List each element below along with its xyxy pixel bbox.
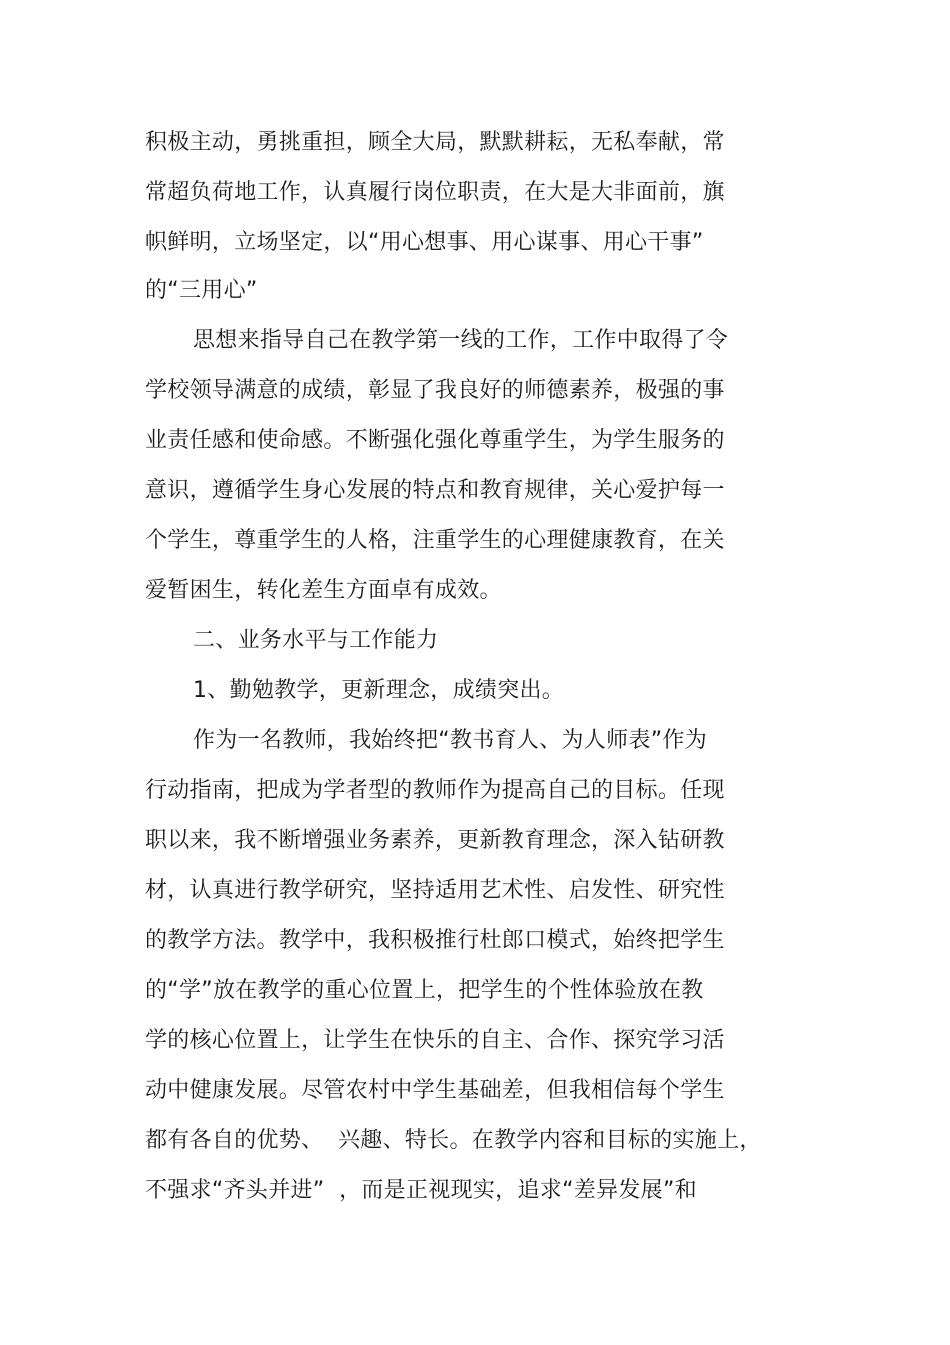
paragraph-line: 学的核心位置上，让学生在快乐的自主、合作、探究学习活: [145, 1028, 725, 1053]
paragraph-line: 作为一名教师，我始终把“教书育人、为人师表”作为: [193, 728, 707, 753]
paragraph-line: 个学生，尊重学生的人格，注重学生的心理健康教育，在关: [145, 528, 725, 553]
paragraph-line: 的“学”放在教学的重心位置上，把学生的个性体验放在教: [145, 978, 704, 1003]
paragraph-line: 动中健康发展。尽管农村中学生基础差，但我相信每个学生: [145, 1078, 725, 1103]
section-heading: 二、业务水平与工作能力: [193, 628, 439, 653]
paragraph-line: 职以来，我不断增强业务素养，更新教育理念，深入钻研教: [145, 828, 725, 853]
paragraph-line: 材，认真进行教学研究，坚持适用艺术性、启发性、研究性: [145, 878, 725, 903]
paragraph-line: 爱暂困生，转化差生方面卓有成效。: [145, 578, 502, 603]
paragraph-line: 业责任感和使命感。不断强化强化尊重学生，为学生服务的: [145, 428, 725, 453]
paragraph-line: 的教学方法。教学中，我积极推行杜郎口模式，始终把学生: [145, 928, 725, 953]
paragraph-line: 帜鲜明，立场坚定，以“用心想事、用心谋事、用心干事”: [145, 230, 704, 255]
paragraph-line: 的“三用心”: [145, 278, 258, 303]
paragraph-line: 常超负荷地工作，认真履行岗位职责，在大是大非面前，旗: [145, 180, 725, 205]
paragraph-line: 不强求“齐头并进” ，而是正视现实，追求“差异发展”和: [145, 1178, 697, 1203]
paragraph-line: 学校领导满意的成绩，彰显了我良好的师德素养，极强的事: [145, 378, 725, 403]
paragraph-line: 思想来指导自己在教学第一线的工作，工作中取得了令: [193, 328, 729, 353]
paragraph-line: 积极主动，勇挑重担，顾全大局，默默耕耘，无私奉献，常: [145, 130, 725, 155]
paragraph-line: 都有各自的优势、 兴趣、特长。在教学内容和目标的实施上，: [145, 1128, 762, 1153]
item-heading: 1、勤勉教学，更新理念，成绩突出。: [193, 678, 565, 703]
paragraph-line: 行动指南，把成为学者型的教师作为提高自己的目标。任现: [145, 778, 725, 803]
paragraph-line: 意识，遵循学生身心发展的特点和教育规律，关心爱护每一: [145, 478, 725, 503]
